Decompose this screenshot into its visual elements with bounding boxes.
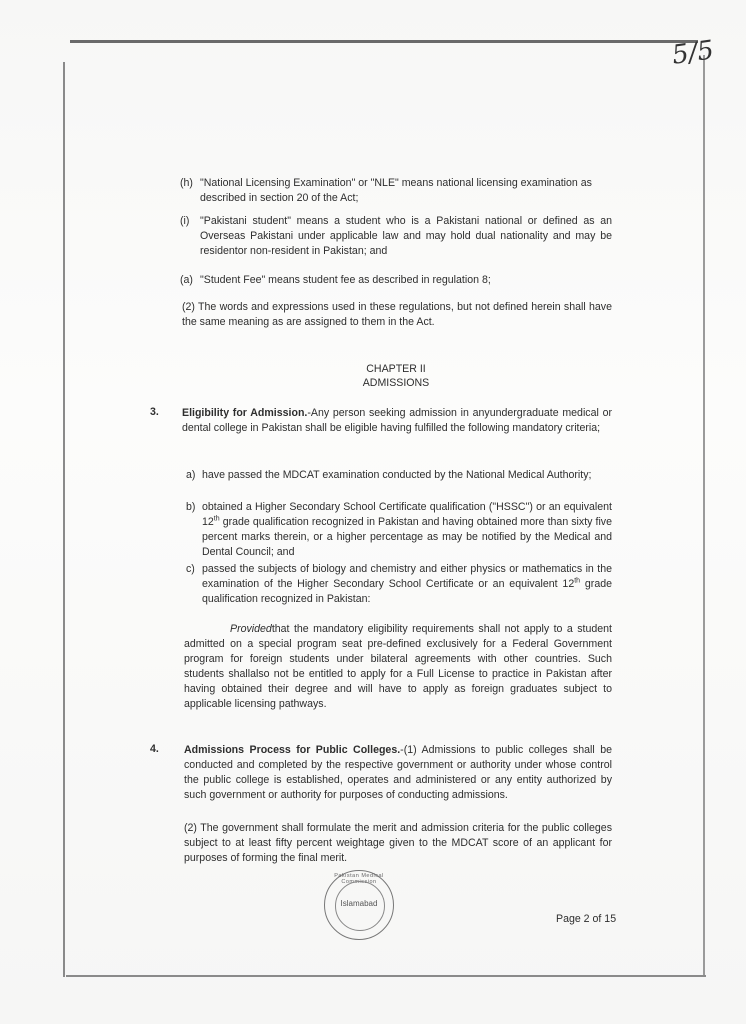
def-h-text: "National Licensing Examination" or "NLE" means national licensing examination as described in section 20 of the Act; xyxy=(200,177,592,204)
criteria-b-label: b) xyxy=(186,501,196,513)
stamp-center-text: Islamabad xyxy=(340,899,378,908)
def-i-text: "Pakistani student" means a student who is a Pakistani national or defined as an Overseas Pakistani under applicable law and may hold dual nationality and may be residentor non-resident in Pakistan; and xyxy=(200,215,612,257)
criteria-c-text-2: grade qualification recognized in Pakistan: xyxy=(202,578,612,605)
criteria-b-text-1: obtained a Higher Secondary School Certificate qualification ("HSSC") or an equivalent 12 xyxy=(202,501,612,528)
section3-heading: Eligibility for Admission. xyxy=(182,407,308,419)
section4-para2: (2) The government shall formulate the merit and admission criteria for the public colleges subject to at least fifty percent weightage given to the MDCAT score of an applicant for purposes of forming the final merit. xyxy=(184,822,612,864)
criteria-a-label: a) xyxy=(186,469,196,481)
stamp-ring-text: Pakistan Medical Commission xyxy=(334,873,384,885)
proviso-text: that the mandatory eligibility requirements shall not apply to a student admitted on a special program seat pre-defined exclusively for a Federal Government program for foreign students under bilateral agreements with other countries. Such students shallalso not be entitled to apply for a Full License to practice in Pakistan after having obtained their degree and will have to apply as foreign graduates subject to applicable licensing pathways. xyxy=(184,623,612,710)
def-j-text: "Student Fee" means student fee as described in regulation 8; xyxy=(200,274,491,286)
left-border xyxy=(63,62,65,977)
chapter-title: ADMISSIONS xyxy=(362,377,430,389)
section3-number: 3. xyxy=(150,406,159,418)
def-j-label: (a) xyxy=(180,274,193,286)
criteria-c-text xyxy=(202,562,612,607)
section3-intro-block xyxy=(182,406,612,436)
section4-number: 4. xyxy=(150,743,159,755)
top-border xyxy=(70,40,698,43)
criteria-b-text xyxy=(202,500,612,560)
criteria-c-label: c) xyxy=(186,563,195,575)
def-para2: (2) The words and expressions used in these regulations, but not defined herein shall have the same meaning as are assigned to them in the Act. xyxy=(182,301,612,328)
section4-para1: -(1) Admissions to public colleges shall be conducted and completed by the respective government or authority under whose control the public college is established, operates and administered or any entity authorized by such government or authority for purposes of conducting admissions. xyxy=(184,744,612,801)
criteria-b-text-2: grade qualification recognized in Pakistan and having obtained more than sixty five percent marks therein, or a higher percentage as may be notified by the Medical and Dental Council; and xyxy=(202,516,612,558)
page-number: Page 2 of 15 xyxy=(556,913,617,925)
right-border xyxy=(703,55,705,975)
proviso-italic: Provided xyxy=(230,623,272,635)
criteria-c-sup: th xyxy=(574,577,581,585)
bottom-border xyxy=(66,975,706,977)
section4-para1-block xyxy=(184,743,612,803)
handwritten-page-ref: 5/5 xyxy=(670,35,716,71)
criteria-b-sup: th xyxy=(213,515,220,523)
proviso xyxy=(184,622,612,712)
def-h-label: (h) xyxy=(180,177,193,189)
def-i-label: (i) xyxy=(180,215,190,227)
criteria-c-text-1: passed the subjects of biology and chemistry and either physics or mathematics in the examination of the Higher Secondary School Certificate or an equivalent 12 xyxy=(202,563,612,590)
section3-intro: -Any person seeking admission in anyundergraduate medical or dental college in Pakistan shall be eligible having fulfilled the following mandatory criteria; xyxy=(182,407,612,434)
criteria-a-text: have passed the MDCAT examination conducted by the National Medical Authority; xyxy=(202,469,592,481)
commission-stamp xyxy=(324,870,394,940)
section4-heading: Admissions Process for Public Colleges. xyxy=(184,744,401,756)
chapter-number: CHAPTER II xyxy=(366,363,426,375)
